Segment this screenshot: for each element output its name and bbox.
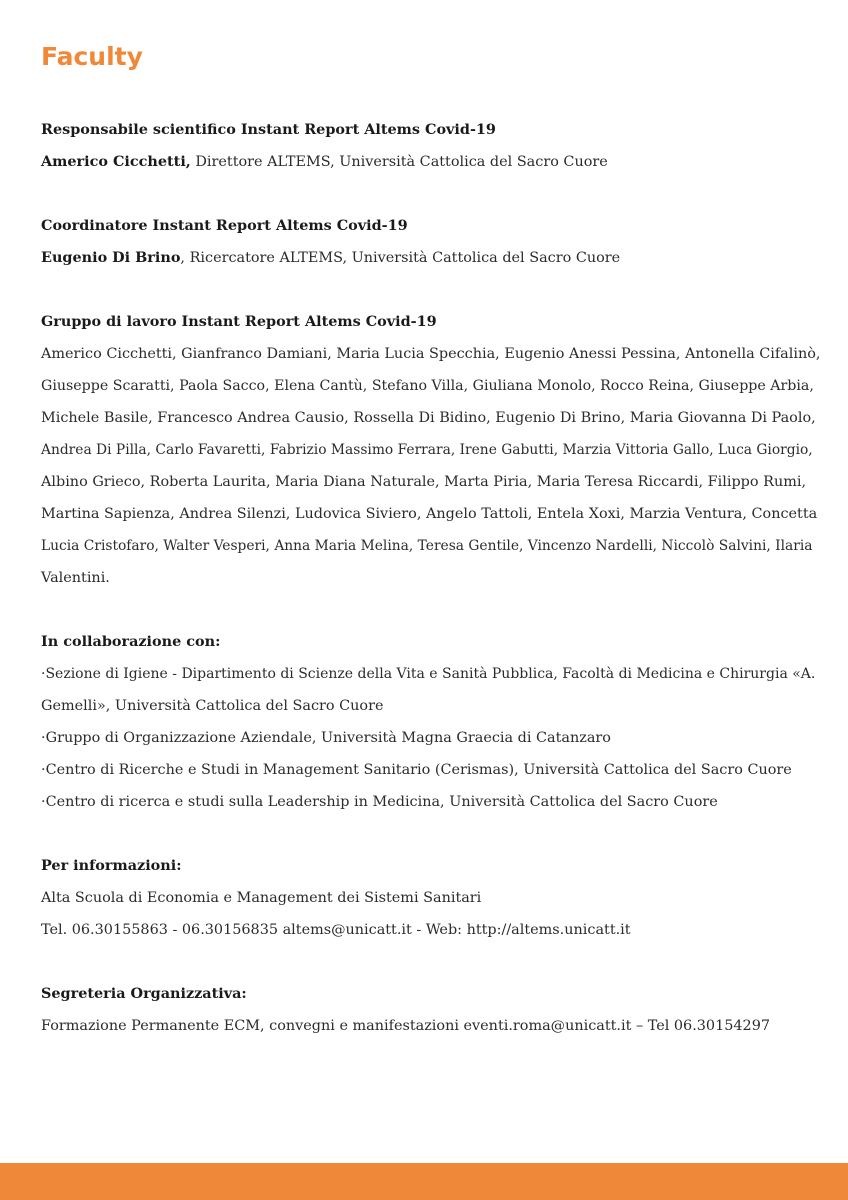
informazioni-heading: Per informazioni: (41, 857, 182, 874)
section-segreteria (41, 978, 821, 1042)
segreteria-heading: Segreteria Organizzativa: (41, 985, 247, 1002)
gruppo-line: Michele Basile, Francesco Andrea Causio, Rossella Di Bidino, Eugenio Di Brino, Maria Giovanna Di Paolo, (41, 410, 816, 426)
segreteria-line: Formazione Permanente ECM, convegni e manifestazioni eventi.roma@unicatt.it – Tel 06.30154297 (41, 1018, 771, 1034)
coordinatore-heading: Coordinatore Instant Report Altems Covid-19 (41, 217, 408, 234)
gruppo-line: Valentini. (41, 570, 110, 586)
collaborazione-line: ·Centro di Ricerche e Studi in Management Sanitario (Cerismas), Università Cattolica del Sacro Cuore (41, 762, 792, 778)
page-title: Faculty (41, 42, 143, 71)
bottom-accent-bar (0, 1163, 848, 1200)
section-gruppo (41, 306, 821, 594)
responsabile-heading: Responsabile scientifico Instant Report Altems Covid-19 (41, 121, 496, 138)
collaborazione-line: Gemelli», Università Cattolica del Sacro Cuore (41, 698, 384, 714)
responsabile-entry (41, 146, 821, 178)
gruppo-line: Andrea Di Pilla, Carlo Favaretti, Fabrizio Massimo Ferrara, Irene Gabutti, Marzia Vittoria Gallo, Luca Giorgio, (41, 442, 813, 458)
gruppo-line: Americo Cicchetti, Gianfranco Damiani, Maria Lucia Specchia, Eugenio Anessi Pessina, Antonella Cifalinò, (41, 346, 821, 362)
section-responsabile (41, 114, 821, 178)
gruppo-heading: Gruppo di lavoro Instant Report Altems Covid-19 (41, 313, 437, 330)
faculty-content (41, 114, 821, 1074)
collaborazione-line: ·Centro di ricerca e studi sulla Leadership in Medicina, Università Cattolica del Sacro Cuore (41, 794, 718, 810)
gruppo-line: Martina Sapienza, Andrea Silenzi, Ludovica Siviero, Angelo Tattoli, Entela Xoxi, Marzia Ventura, Concetta (41, 506, 818, 522)
gruppo-line: Albino Grieco, Roberta Laurita, Maria Diana Naturale, Marta Piria, Maria Teresa Riccardi, Filippo Rumi, (41, 474, 807, 490)
section-coordinatore (41, 210, 821, 274)
collaborazione-heading: In collaborazione con: (41, 633, 221, 650)
collaborazione-line: ·Sezione di Igiene - Dipartimento di Scienze della Vita e Sanità Pubblica, Facoltà di Medicina e Chirurgia «A. (41, 666, 816, 682)
informazioni-line: Tel. 06.30155863 - 06.30156835 altems@unicatt.it - Web: http://altems.unicatt.it (41, 922, 631, 938)
gruppo-line: Lucia Cristofaro, Walter Vesperi, Anna Maria Melina, Teresa Gentile, Vincenzo Nardelli, Niccolò Salvini, Ilaria (41, 538, 813, 554)
coordinatore-role: , Ricercatore ALTEMS, Università Cattolica del Sacro Cuore (180, 250, 621, 266)
coordinatore-entry (41, 242, 821, 274)
coordinatore-name: Eugenio Di Brino (41, 249, 181, 266)
section-collaborazione (41, 626, 821, 818)
informazioni-line: Alta Scuola di Economia e Management dei Sistemi Sanitari (41, 890, 482, 906)
responsabile-name: Americo Cicchetti, (41, 153, 191, 170)
responsabile-role: Direttore ALTEMS, Università Cattolica del Sacro Cuore (190, 154, 608, 170)
section-informazioni (41, 850, 821, 946)
gruppo-line: Giuseppe Scaratti, Paola Sacco, Elena Cantù, Stefano Villa, Giuliana Monolo, Rocco Reina, Giuseppe Arbia, (41, 378, 814, 394)
collaborazione-line: ·Gruppo di Organizzazione Aziendale, Università Magna Graecia di Catanzaro (41, 730, 611, 746)
